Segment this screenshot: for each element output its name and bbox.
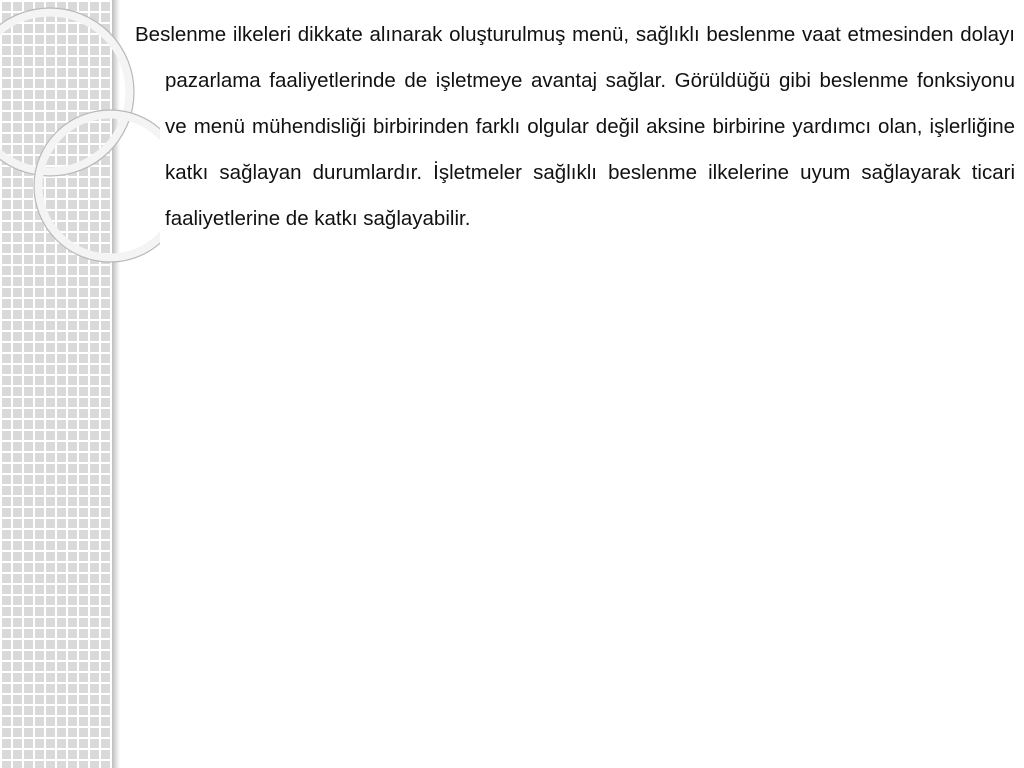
decorative-arc-outer-edge <box>0 8 134 176</box>
body-paragraph: Beslenme ilkeleri dikkate alınarak oluşturulmuş menü, sağlıklı beslenme vaat etmesinden dolayı pazarlama faaliyetlerinde de işletmeye avantaj sağlar. Görüldüğü gibi beslenme fonksiyonu ve menü mühendisliği birbirinden farklı olgular değil aksine birbirine yardımcı olan, işlerliğine katkı sağlayan durumlardır. İşletmeler sağlıklı beslenme ilkelerine uyum sağlayarak ticari faaliyetlerine de katkı sağlayabilir. <box>135 23 1015 230</box>
decorative-arc-outer <box>0 12 130 172</box>
content-area <box>135 12 1015 242</box>
